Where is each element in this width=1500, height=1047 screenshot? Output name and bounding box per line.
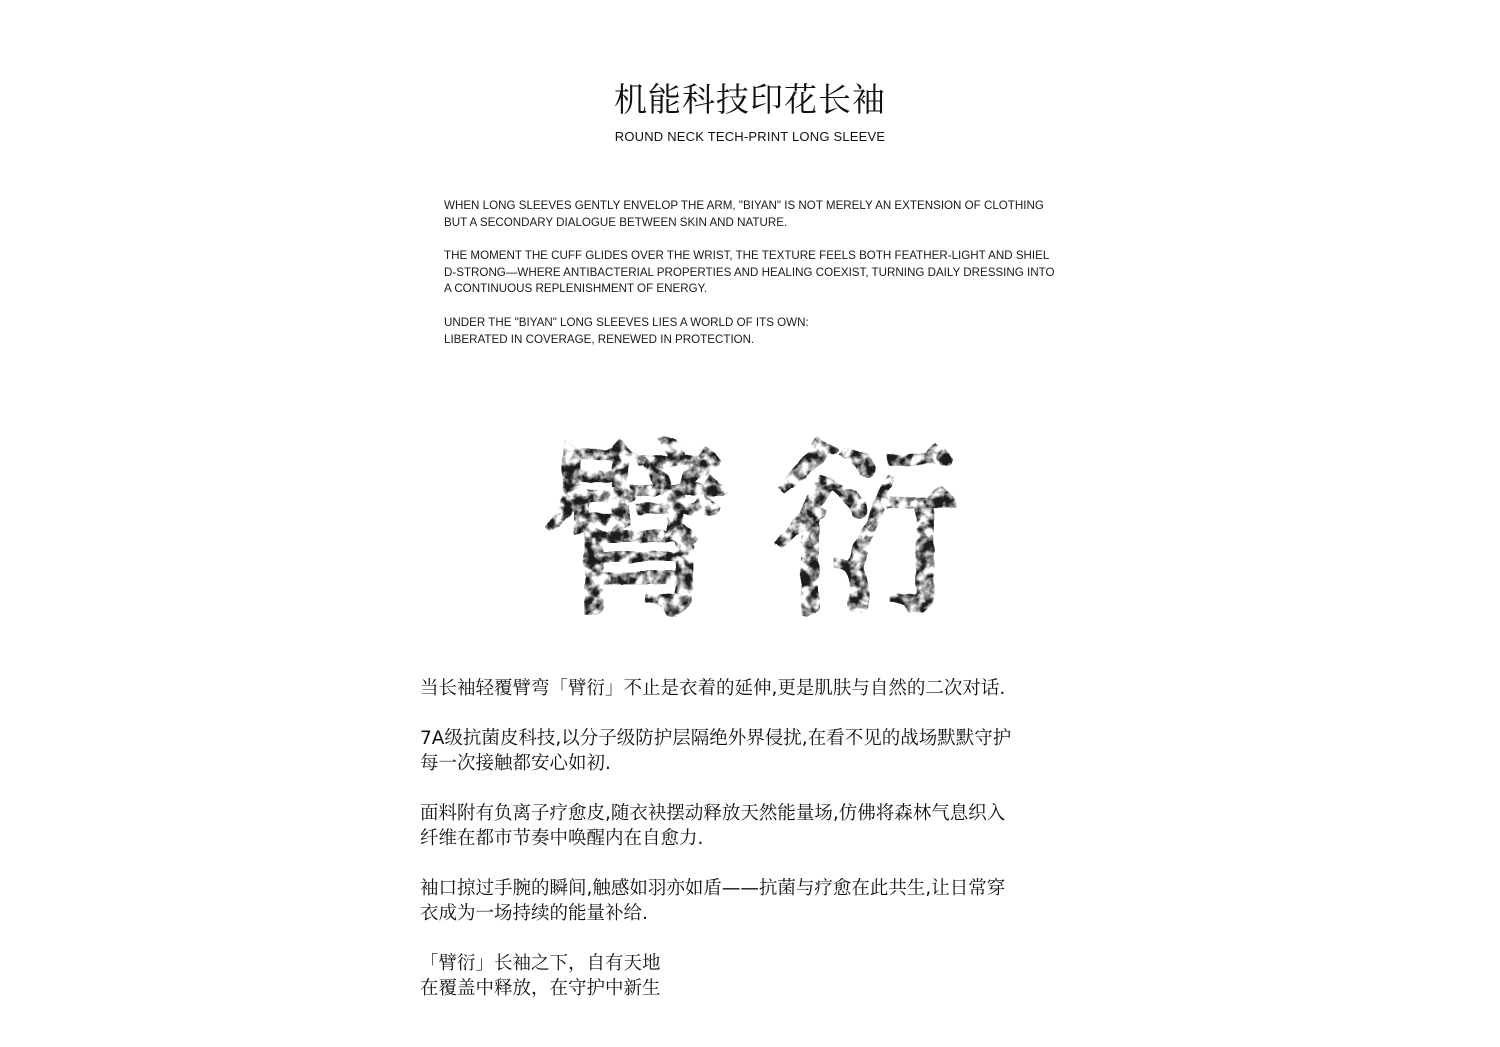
intro-line: THE MOMENT THE CUFF GLIDES OVER THE WRIST, THE TEXTURE FEELS BOTH FEATHER-LIGHT AND SHIEL <box>444 249 1050 262</box>
product-subtitle-en: ROUND NECK TECH-PRINT LONG SLEEVE <box>614 129 886 144</box>
intro-line: UNDER THE "BIYAN" LONG SLEEVES LIES A WORLD OF ITS OWN: <box>444 316 809 329</box>
body-line: 面料附有负离子疗愈皮,随衣袂摆动释放天然能量场,仿佛将森林气息织入 <box>420 803 1006 824</box>
intro-paragraph-3 <box>444 315 1104 348</box>
intro-line: BUT A SECONDARY DIALOGUE BETWEEN SKIN AND NATURE. <box>444 215 788 229</box>
body-paragraph-5 <box>420 951 1100 1001</box>
body-line: 7A级抗菌皮科技,以分子级防护层隔绝外界侵扰,在看不见的战场默默守护 <box>420 728 1012 749</box>
body-paragraph-4 <box>420 876 1100 926</box>
body-paragraph-2 <box>420 726 1100 776</box>
intro-paragraph-2 <box>444 248 1104 298</box>
body-line: 每一次接触都安心如初. <box>420 753 611 774</box>
body-line: 纤维在都市节奏中唤醒内在自愈力. <box>420 828 704 849</box>
brand-char-bi: 臂 <box>542 420 730 618</box>
body-paragraph-1 <box>420 676 1100 701</box>
intro-line: WHEN LONG SLEEVES GENTLY ENVELOP THE ARM, "BIYAN" IS NOT MERELY AN EXTENSION OF CLOTHING <box>444 199 1044 212</box>
body-line: 袖口掠过手腕的瞬间,触感如羽亦如盾——抗菌与疗愈在此共生,让日常穿 <box>420 878 1006 899</box>
intro-line: LIBERATED IN COVERAGE, RENEWED IN PROTECTION. <box>444 332 755 346</box>
intro-line: D-STRONG—WHERE ANTIBACTERIAL PROPERTIES AND HEALING COEXIST, TURNING DAILY DRESSING INTO <box>444 265 1055 279</box>
brand-logo <box>540 418 970 618</box>
body-line: 「臂衍」长袖之下，自有天地 <box>420 953 661 974</box>
intro-paragraph-1 <box>444 198 1104 231</box>
body-line: 当长袖轻覆臂弯「臂衍」不止是衣着的延伸,更是肌肤与自然的二次对话. <box>420 678 1006 699</box>
intro-line: A CONTINUOUS REPLENISHMENT OF ENERGY. <box>444 282 708 295</box>
product-title: 机能科技印花长袖 <box>614 80 886 119</box>
body-paragraph-3 <box>420 801 1100 851</box>
body-line: 衣成为一场持续的能量补给. <box>420 903 648 924</box>
brand-char-yan: 衍 <box>772 420 960 618</box>
body-line: 在覆盖中释放，在守护中新生 <box>420 978 661 999</box>
